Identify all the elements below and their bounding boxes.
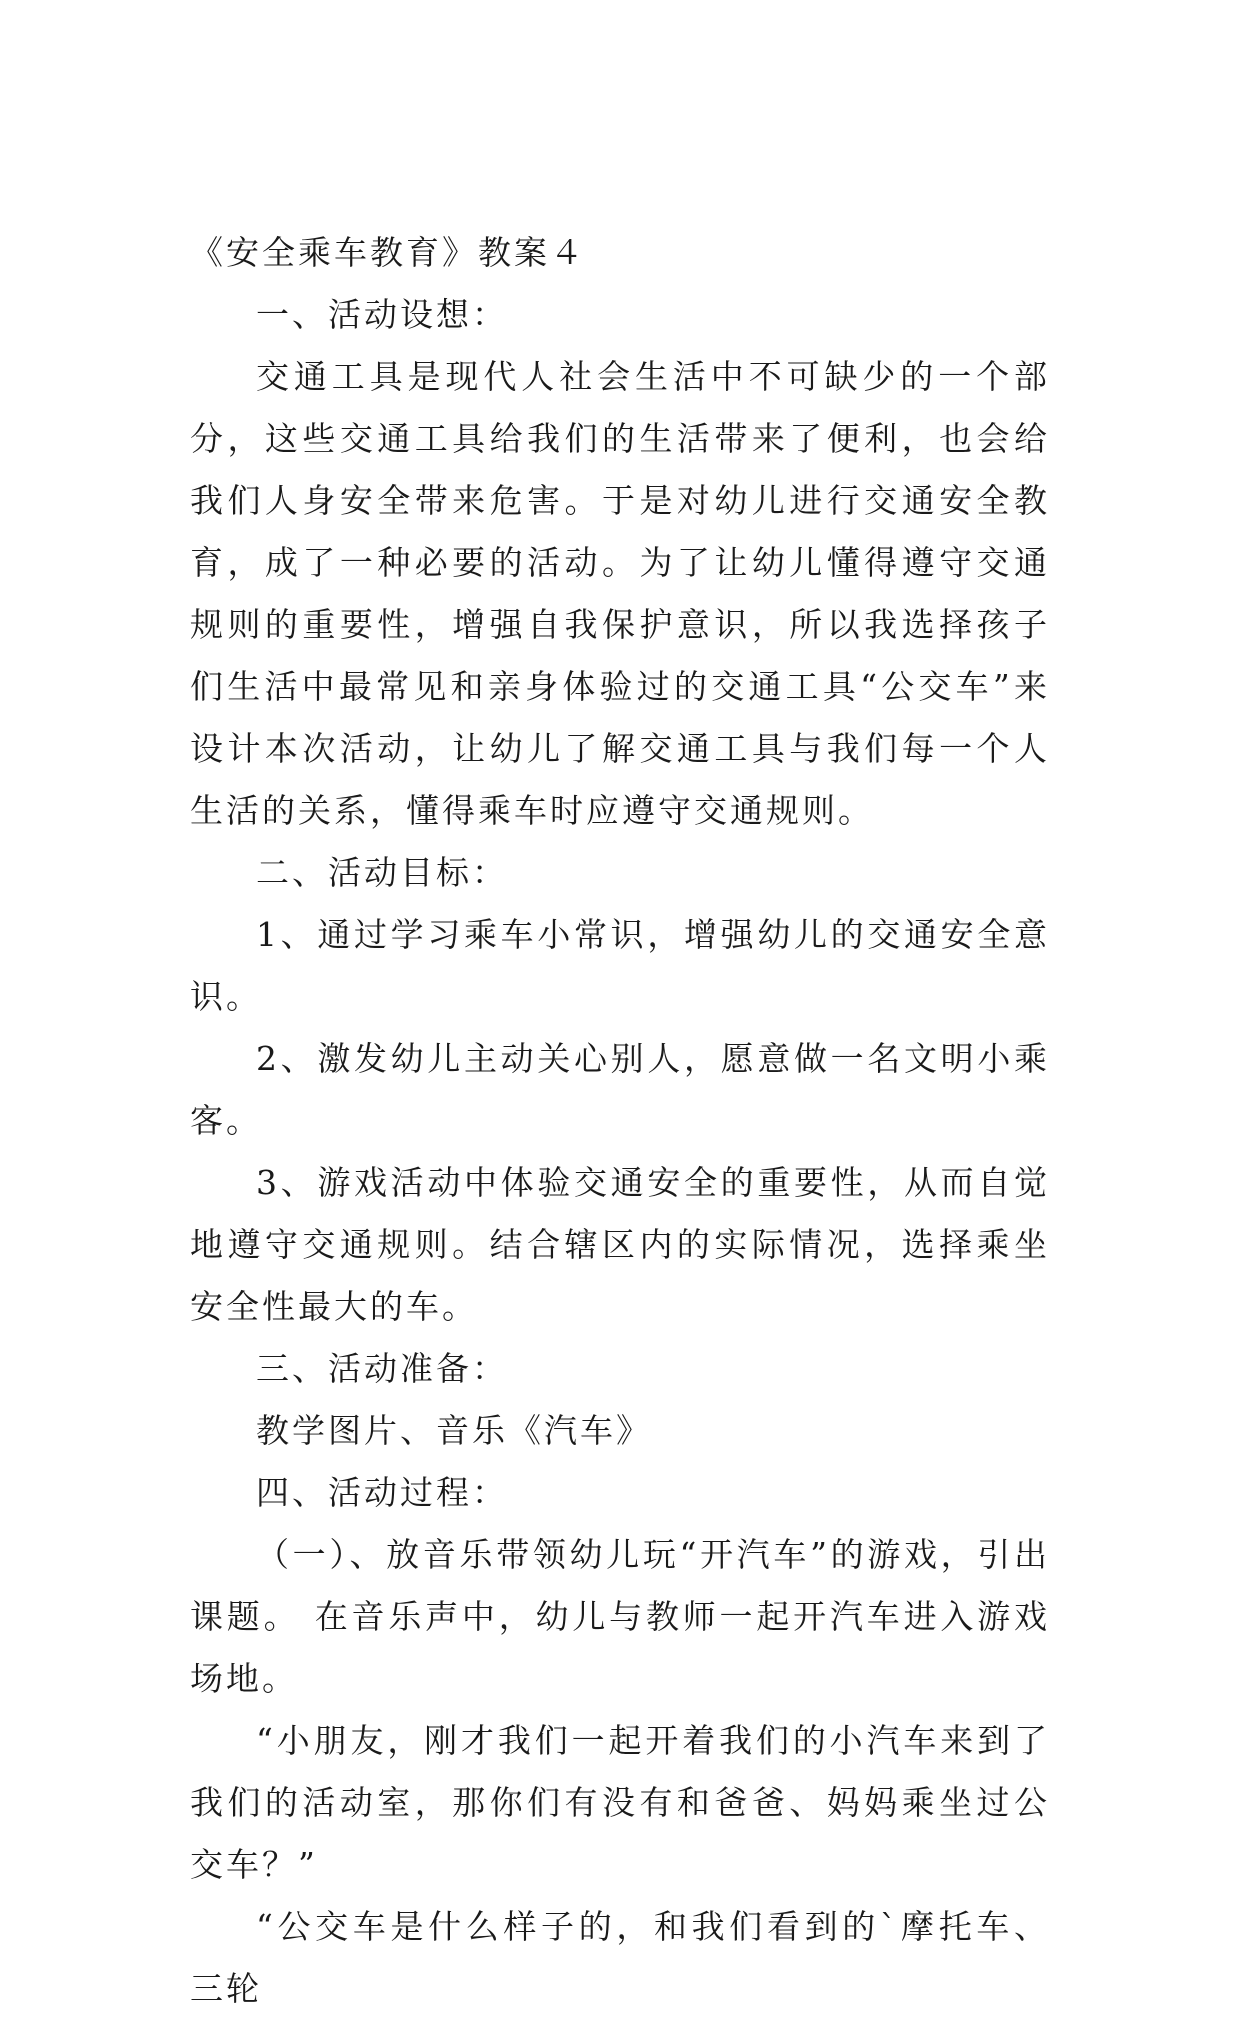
process-step-1: （一）、放音乐带领幼儿玩“开汽车”的游戏，引出课题。 在音乐声中，幼儿与教师一起开汽车进入游戏场地。 bbox=[190, 1535, 1050, 1698]
document-body bbox=[190, 222, 1050, 2020]
section-heading-process: 四、活动过程： bbox=[256, 1473, 508, 1512]
process-dialogue-1: “小朋友，刚才我们一起开着我们的小汽车来到了我们的活动室，那你们有没有和爸爸、妈妈乘坐过公交车？” bbox=[190, 1721, 1050, 1884]
section-heading-goals: 二、活动目标： bbox=[256, 853, 508, 892]
goal-item-1: 1、通过学习乘车小常识，增强幼儿的交通安全意识。 bbox=[190, 915, 1050, 1016]
goal-item-2: 2、激发幼儿主动关心别人，愿意做一名文明小乘客。 bbox=[190, 1039, 1050, 1140]
paragraph-plan-description: 交通工具是现代人社会生活中不可缺少的一个部分，这些交通工具给我们的生活带来了便利，也会给我们人身安全带来危害。于是对幼儿进行交通安全教育，成了一种必要的活动。为了让幼儿懂得遵守交通规则的重要性，增强自我保护意识，所以我选择孩子们生活中最常见和亲身体验过的交通工具“公交车”来设计本次活动，让幼儿了解交通工具与我们每一个人生活的关系，懂得乘车时应遵守交通规则。 bbox=[190, 357, 1050, 830]
section-heading-plan: 一、活动设想： bbox=[256, 295, 508, 334]
goal-item-3: 3、游戏活动中体验交通安全的重要性，从而自觉地遵守交通规则。结合辖区内的实际情况，选择乘坐安全性最大的车。 bbox=[190, 1163, 1050, 1326]
document-title: 《安全乘车教育》教案４ bbox=[190, 233, 586, 272]
preparation-materials: 教学图片、音乐《汽车》 bbox=[256, 1411, 652, 1450]
section-heading-preparation: 三、活动准备： bbox=[256, 1349, 508, 1388]
process-dialogue-2: “公交车是什么样子的，和我们看到的`摩托车、三轮 bbox=[190, 1907, 1050, 2008]
